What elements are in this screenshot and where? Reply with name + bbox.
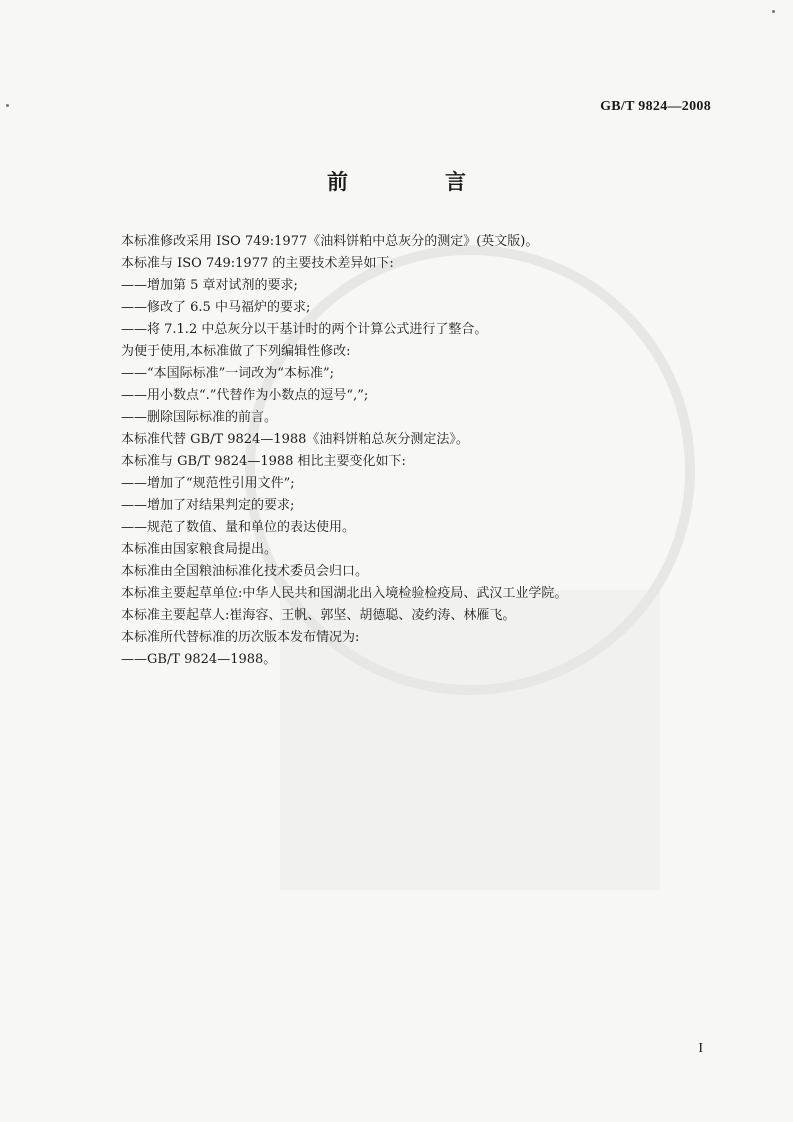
body-line: 本标准由国家粮食局提出。 xyxy=(121,542,278,557)
body-line: ——增加了“规范性引用文件”; xyxy=(121,476,295,491)
body-line: ——用小数点“.”代替作为小数点的逗号“,”; xyxy=(121,388,369,403)
body-line: 为便于使用,本标准做了下列编辑性修改: xyxy=(121,344,351,359)
body-line: 本标准代替 GB/T 9824—1988《油料饼粕总灰分测定法》。 xyxy=(121,432,469,447)
body-line: ——规范了数值、量和单位的表达使用。 xyxy=(121,520,356,535)
body-line: ——将 7.1.2 中总灰分以干基计时的两个计算公式进行了整合。 xyxy=(121,322,488,337)
body-line: ——删除国际标准的前言。 xyxy=(121,410,278,425)
scan-speck xyxy=(6,104,9,107)
body-line: ——修改了 6.5 中马福炉的要求; xyxy=(121,300,311,315)
body-line: 本标准修改采用 ISO 749:1977《油料饼粕中总灰分的测定》(英文版)。 xyxy=(121,234,539,249)
page-number: I xyxy=(698,1041,703,1056)
body-line: 本标准主要起草人:崔海容、王帆、郭坚、胡德聪、凌约涛、林雁飞。 xyxy=(121,608,516,623)
standard-number: GB/T 9824—2008 xyxy=(600,99,711,114)
foreword-body xyxy=(121,231,721,671)
body-line: 本标准与 GB/T 9824—1988 相比主要变化如下: xyxy=(121,454,406,469)
scan-speck xyxy=(772,10,775,13)
body-line: ——GB/T 9824—1988。 xyxy=(121,652,277,667)
body-line: 本标准由全国粮油标准化技术委员会归口。 xyxy=(121,564,369,579)
body-line: ——“本国际标准”一词改为“本标准”; xyxy=(121,366,334,381)
body-line: 本标准主要起草单位:中华人民共和国湖北出入境检验检疫局、武汉工业学院。 xyxy=(121,586,568,601)
page-title: 前 言 xyxy=(327,170,504,194)
body-line: 本标准与 ISO 749:1977 的主要技术差异如下: xyxy=(121,256,394,271)
body-line: 本标准所代替标准的历次版本发布情况为: xyxy=(121,630,360,645)
body-line: ——增加了对结果判定的要求; xyxy=(121,498,295,513)
body-line: ——增加第 5 章对试剂的要求; xyxy=(121,278,298,293)
